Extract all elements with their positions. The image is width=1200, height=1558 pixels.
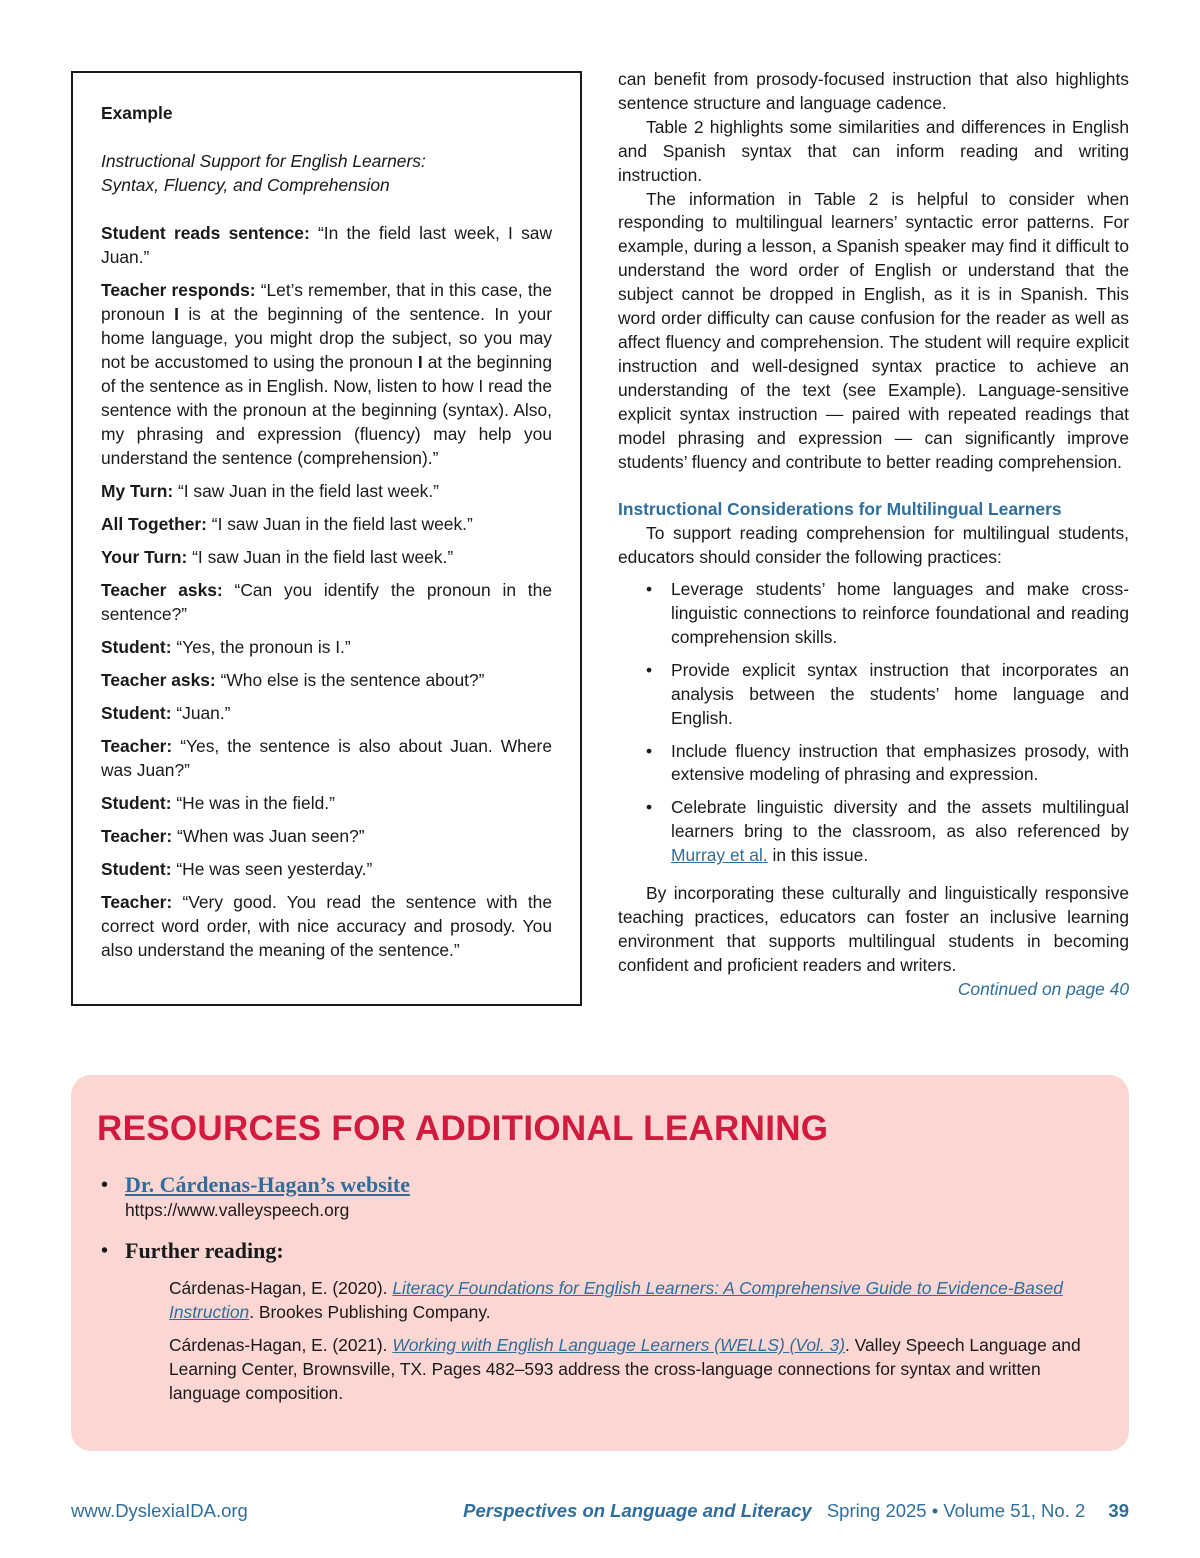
reference-publisher: . Brookes Publishing Company. bbox=[249, 1302, 491, 1322]
dialogue-line bbox=[101, 824, 552, 848]
ref1-title-link[interactable]: Literacy Foundations for English Learners: A Comprehensive Guide to Evidence-Based Instruction bbox=[169, 1278, 1063, 1322]
dialogue-line bbox=[101, 890, 552, 962]
pronoun-emphasis: I bbox=[417, 352, 423, 372]
list-item bbox=[618, 659, 1129, 731]
bullet-icon: • bbox=[646, 659, 653, 680]
dialogue-text: “Very good. You read the sentence with the correct word order, with nice accuracy and prosody. You also understand the meaning of the sentence.” bbox=[101, 892, 552, 960]
continued-note[interactable]: Continued on page 40 bbox=[957, 978, 1129, 999]
article-paragraph: Table 2 highlights some similarities and differences in English and Spanish syntax that can inform reading and writing instruction. bbox=[618, 116, 1129, 185]
article-column bbox=[618, 68, 1129, 1002]
article-paragraph: By incorporating these culturally and linguistically responsive teaching practices, educators can foster an inclusive learning environment that supports multilingual students in becoming confident and proficient readers and writers. bbox=[618, 883, 1129, 975]
dialogue-speaker: My Turn: bbox=[101, 481, 174, 501]
dialogue-text: “I saw Juan in the field last week.” bbox=[173, 481, 439, 501]
dialogue-speaker: Teacher: bbox=[101, 892, 173, 912]
example-subtitle-line1: Instructional Support for English Learners: bbox=[101, 151, 426, 171]
dialogue-text: “He was in the field.” bbox=[171, 793, 335, 813]
example-subtitle bbox=[101, 149, 552, 197]
resources-title: RESOURCES FOR ADDITIONAL LEARNING bbox=[97, 1109, 829, 1148]
dialogue-line bbox=[101, 278, 552, 470]
reference-author: Cárdenas-Hagan, E. (2020). bbox=[169, 1278, 393, 1298]
dialogue-line bbox=[101, 578, 552, 626]
bullet-icon: • bbox=[646, 797, 653, 818]
list-item-text: Provide explicit syntax instruction that incorporates an analysis between the students’ home language and English. bbox=[671, 659, 1129, 728]
dialogue-speaker: Your Turn: bbox=[101, 547, 188, 567]
example-title: Example bbox=[101, 103, 173, 123]
dialogue-text: “Yes, the pronoun is I.” bbox=[171, 637, 351, 657]
list-item-text: Celebrate linguistic diversity and the assets multilingual learners bring to the classroom, as also referenced by bbox=[671, 797, 1129, 842]
dialogue-line bbox=[101, 791, 552, 815]
issue-info: Spring 2025 • Volume 51, No. 2 bbox=[826, 1500, 1086, 1521]
article-paragraph: The information in Table 2 is helpful to consider when responding to multilingual learners’ syntactic error patterns. For example, during a lesson, a Spanish speaker may find it difficult to understand the word order of English or understand that the subject cannot be dropped in English, as it is in Spanish. This word order difficulty can cause confusion for the reader as well as affect fluency and comprehension. The student will require explicit instruction and well-designed syntax practice to achieve an understanding of the text (see Example). Language-sensitive explicit syntax instruction — paired with repeated readings that model phrasing and expression — can significantly improve students’ fluency and contribute to better reading comprehension. bbox=[618, 188, 1129, 472]
murray-et-al-link[interactable]: Murray et al. bbox=[671, 845, 768, 866]
dialogue-text: “Juan.” bbox=[171, 703, 231, 723]
dialogue-line bbox=[101, 221, 552, 269]
bullet-icon: • bbox=[646, 579, 653, 600]
resource-website-item bbox=[97, 1173, 1103, 1222]
footer-right bbox=[463, 1500, 1129, 1522]
dialogue-text: “Can you identify the pronoun in the sentence?” bbox=[101, 580, 552, 624]
dialogue-line bbox=[101, 479, 552, 503]
dialogue-speaker: Student reads sentence: bbox=[101, 223, 310, 243]
dialogue-line bbox=[101, 857, 552, 881]
dialogue-speaker: Teacher responds: bbox=[101, 280, 256, 300]
dialogue-text: is at the beginning of the sentence. In your home language, you might drop the subject, so you may not be accustomed to using the pronoun bbox=[101, 304, 552, 372]
dialogue-line bbox=[101, 545, 552, 569]
list-item bbox=[618, 740, 1129, 788]
website-url: https://www.valleyspeech.org bbox=[125, 1200, 350, 1220]
practices-list bbox=[618, 578, 1129, 868]
list-item bbox=[618, 796, 1129, 868]
dialogue-text: “He was seen yesterday.” bbox=[171, 859, 373, 879]
dialogue-text: “Let’s remember, that in this case, the pronoun bbox=[101, 280, 553, 324]
reference-item bbox=[169, 1276, 1083, 1324]
website-link[interactable]: Dr. Cárdenas-Hagan’s website bbox=[125, 1172, 410, 1197]
dialogue-speaker: Teacher: bbox=[101, 736, 173, 756]
article-paragraph: To support reading comprehension for multilingual students, educators should consider the following practices: bbox=[618, 523, 1129, 568]
dialogue-speaker: Student: bbox=[101, 637, 172, 657]
dialogue-text: “Who else is the sentence about?” bbox=[215, 670, 485, 690]
dialogue-speaker: Student: bbox=[101, 703, 172, 723]
ref2-title-link[interactable]: Working with English Language Learners (WELLS) (Vol. 3) bbox=[392, 1335, 846, 1355]
example-box bbox=[71, 71, 582, 1006]
page-number: 39 bbox=[1108, 1500, 1129, 1521]
dialogue-text: “Yes, the sentence is also about Juan. Where was Juan?” bbox=[101, 736, 552, 780]
example-subtitle-line2: Syntax, Fluency, and Comprehension bbox=[101, 175, 390, 195]
dialogue-text: “When was Juan seen?” bbox=[172, 826, 365, 846]
further-reading-heading bbox=[97, 1236, 1103, 1266]
dialogue-speaker: Teacher asks: bbox=[101, 670, 216, 690]
list-item-text: in this issue. bbox=[767, 845, 869, 866]
resources-panel bbox=[71, 1075, 1129, 1451]
article-paragraph: can benefit from prosody-focused instruction that also highlights sentence structure and language cadence. bbox=[618, 69, 1129, 113]
pronoun-emphasis: I bbox=[174, 304, 179, 324]
dialogue-speaker: Teacher: bbox=[101, 826, 173, 846]
dialogue-line bbox=[101, 512, 552, 536]
reference-publisher: . Valley Speech Language and Learning Center, Brownsville, TX. Pages 482–593 address the cross-language connections for syntax and written language composition. bbox=[169, 1335, 1081, 1403]
footer-website[interactable]: www.DyslexiaIDA.org bbox=[71, 1500, 248, 1521]
dialogue-speaker: Student: bbox=[101, 859, 172, 879]
list-item bbox=[618, 578, 1129, 650]
reference-author: Cárdenas-Hagan, E. (2021). bbox=[169, 1335, 393, 1355]
page-footer bbox=[71, 1500, 1129, 1526]
dialogue-text: at the beginning of the sentence as in English. Now, listen to how I read the sentence with the pronoun at the beginning (syntax). Also, my phrasing and expression (fluency) may help you understand the sentence (comprehension).” bbox=[101, 352, 552, 468]
dialogue-text: “I saw Juan in the field last week.” bbox=[187, 547, 454, 567]
dialogue-line bbox=[101, 701, 552, 725]
dialogue-speaker: Teacher asks: bbox=[101, 580, 223, 600]
dialogue-line bbox=[101, 668, 552, 692]
bullet-icon: • bbox=[646, 740, 653, 761]
dialogue-text: “In the field last week, I saw Juan.” bbox=[101, 223, 552, 267]
reference-item bbox=[169, 1333, 1083, 1405]
list-item-text: Leverage students’ home languages and make cross-linguistic connections to reinforce foundational and reading comprehension skills. bbox=[671, 579, 1129, 647]
dialogue-text: “I saw Juan in the field last week.” bbox=[206, 514, 473, 534]
dialogue-speaker: All Together: bbox=[101, 514, 207, 534]
dialogue-speaker: Student: bbox=[101, 793, 172, 813]
section-heading: Instructional Considerations for Multilingual Learners bbox=[618, 499, 1062, 520]
dialogue-line bbox=[101, 734, 552, 782]
journal-name: Perspectives on Language and Literacy bbox=[463, 1500, 812, 1521]
dialogue-line bbox=[101, 635, 552, 659]
further-reading-label: Further reading: bbox=[125, 1238, 284, 1263]
list-item-text: Include fluency instruction that emphasizes prosody, with extensive modeling of phrasing and expression. bbox=[671, 740, 1129, 785]
reference-list bbox=[97, 1276, 1103, 1405]
bullet-icon: • bbox=[101, 1174, 109, 1196]
bullet-icon: • bbox=[101, 1240, 109, 1262]
